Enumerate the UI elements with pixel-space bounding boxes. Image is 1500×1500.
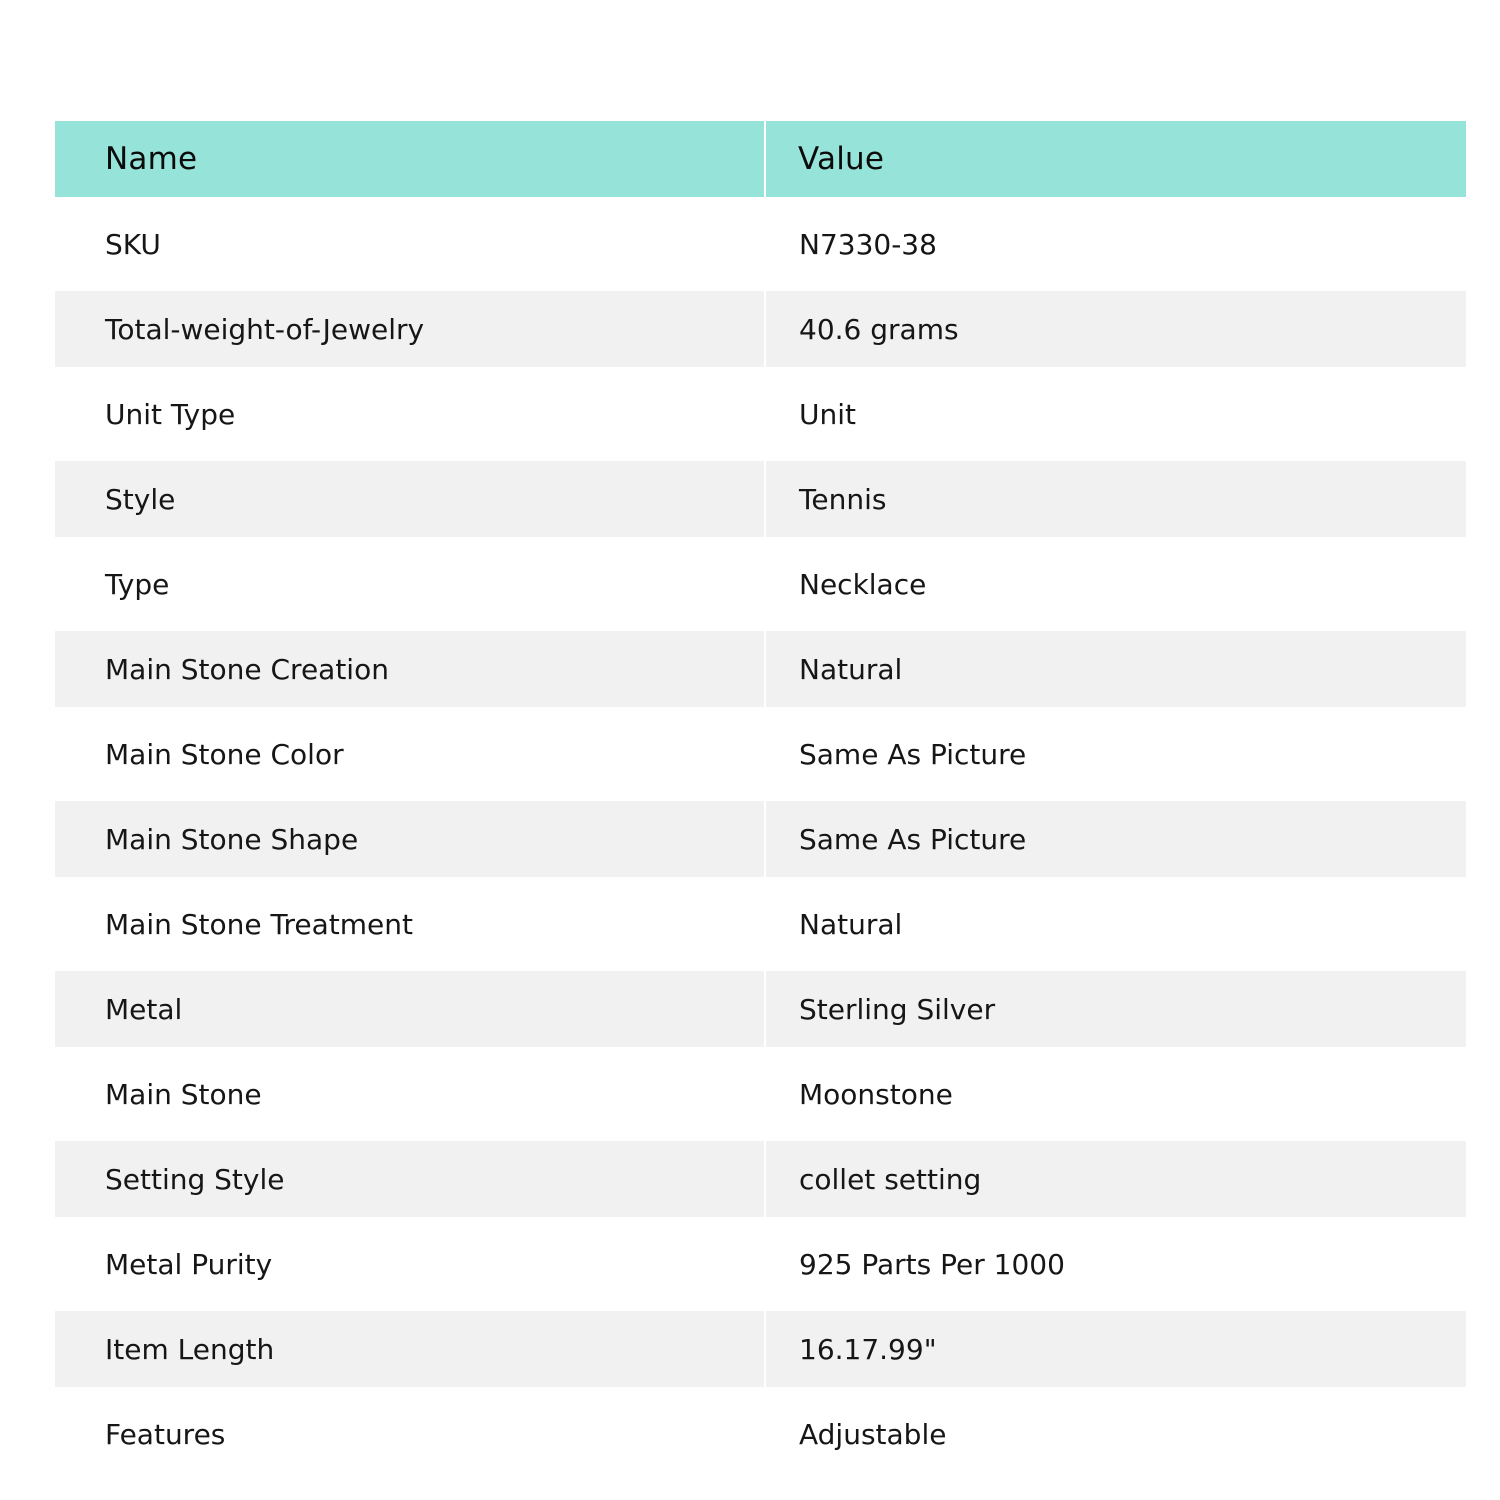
header-row: [55, 121, 1466, 197]
row-value-cell: Same As Picture: [766, 801, 1466, 877]
table-row: [55, 1311, 1466, 1387]
table-header: [55, 121, 1466, 197]
row-name-cell: Main Stone Color: [55, 707, 766, 801]
row-value-cell: Unit: [799, 397, 856, 431]
row-name-cell: Item Length: [55, 1311, 766, 1387]
table-row: [55, 367, 1466, 461]
row-value-cell: 40.6 grams: [766, 291, 1466, 367]
row-value-cell: Adjustable: [799, 1417, 947, 1451]
row-value-cell: Moonstone: [799, 1077, 953, 1111]
table-row: [55, 197, 1466, 291]
row-value-cell: 16.17.99": [766, 1311, 1466, 1387]
row-name-cell: Main Stone Treatment: [55, 877, 766, 971]
row-name-cell: SKU: [55, 197, 766, 291]
table-row: [55, 1047, 1466, 1141]
row-name-cell: Type: [55, 537, 766, 631]
table-row: [55, 1141, 1466, 1217]
table-row: [55, 971, 1466, 1047]
table-row: [55, 707, 1466, 801]
row-value-cell: Natural: [799, 907, 903, 941]
table-row: [55, 877, 1466, 971]
column-header-value: Value: [766, 121, 1466, 197]
table-row: [55, 291, 1466, 367]
table-row: [55, 461, 1466, 537]
table-row: [55, 1387, 1466, 1481]
row-value-cell: 925 Parts Per 1000: [799, 1247, 1065, 1281]
row-name-cell: Style: [55, 461, 766, 537]
row-value-cell: Sterling Silver: [766, 971, 1466, 1047]
row-name-cell: Main Stone Creation: [55, 631, 766, 707]
table-row: [55, 801, 1466, 877]
row-value-cell: Natural: [766, 631, 1466, 707]
row-value-cell: Tennis: [766, 461, 1466, 537]
table-row: [55, 537, 1466, 631]
column-header-name: Name: [55, 121, 766, 197]
row-name-cell: Metal Purity: [55, 1217, 766, 1311]
row-name-cell: Features: [55, 1387, 766, 1481]
row-value-cell: Necklace: [799, 567, 927, 601]
row-name-cell: Unit Type: [55, 367, 766, 461]
row-value-cell: N7330-38: [799, 227, 937, 261]
row-name-cell: Main Stone Shape: [55, 801, 766, 877]
row-name-cell: Metal: [55, 971, 766, 1047]
table-row: [55, 631, 1466, 707]
row-name-cell: Total-weight-of-Jewelry: [55, 291, 766, 367]
row-name-cell: Setting Style: [55, 1141, 766, 1217]
row-value-cell: Same As Picture: [799, 737, 1027, 771]
table-row: [55, 1217, 1466, 1311]
specifications-table: [55, 121, 1466, 1481]
table-body: [55, 197, 1466, 1481]
row-name-cell: Main Stone: [55, 1047, 766, 1141]
row-value-cell: collet setting: [766, 1141, 1466, 1217]
